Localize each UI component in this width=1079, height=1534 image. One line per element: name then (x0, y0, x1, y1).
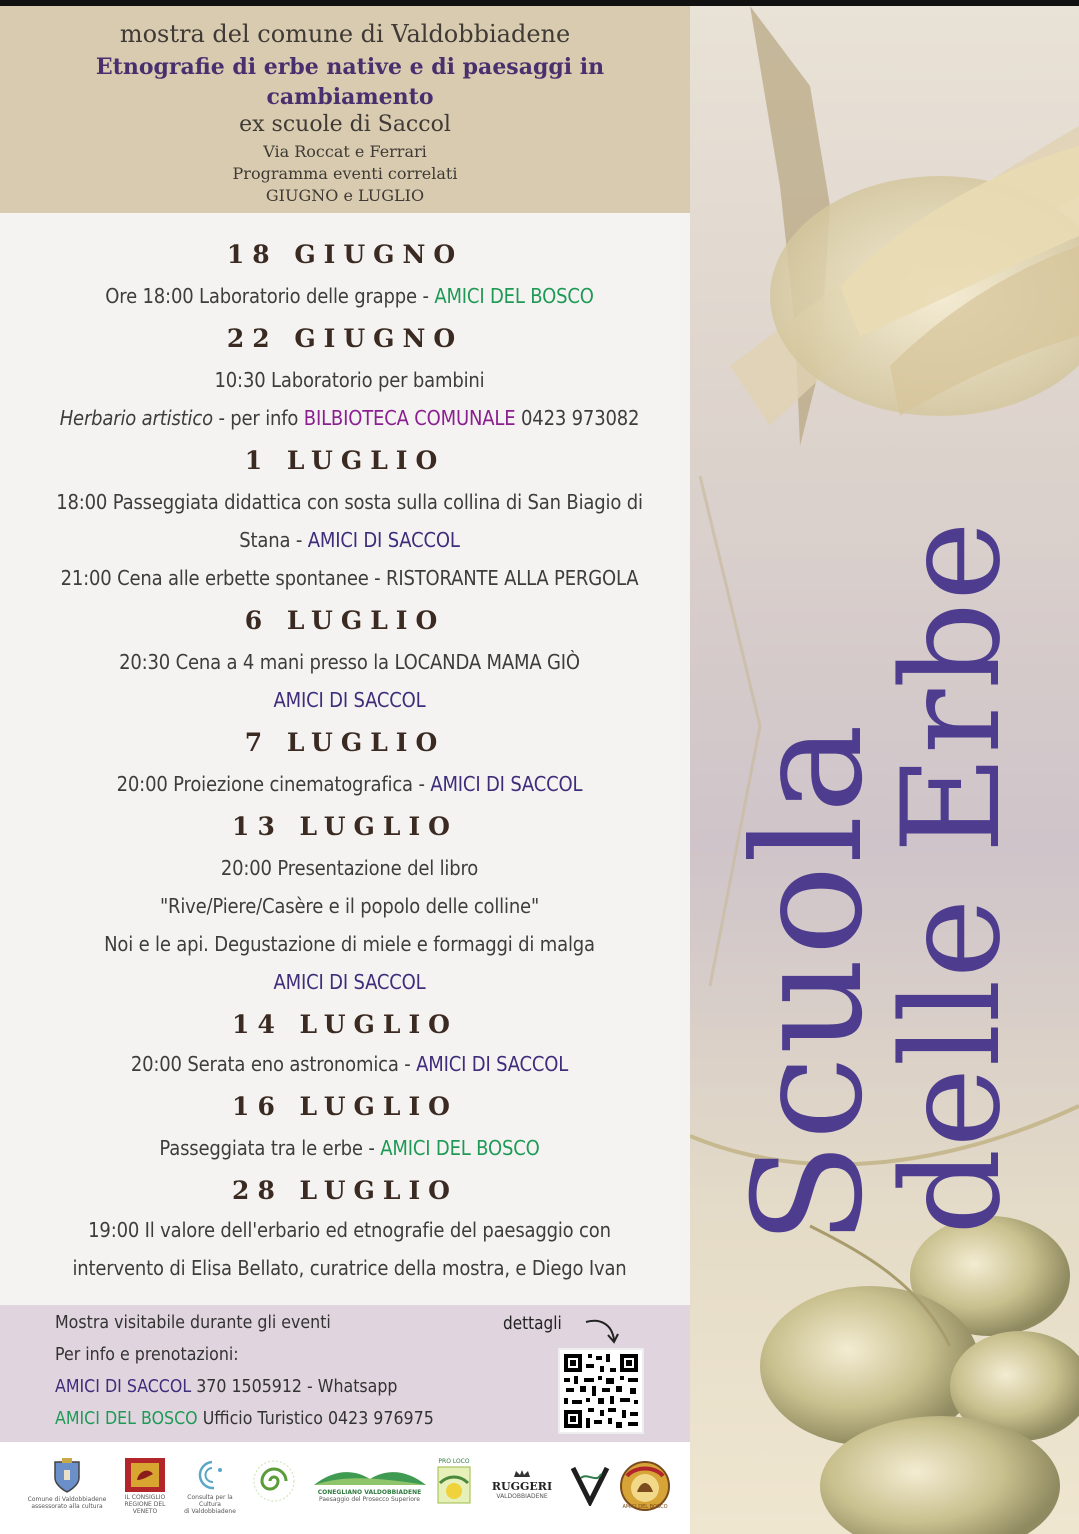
logo-consulta-cultura (180, 1458, 240, 1515)
event-line: 18:00 Passeggiata didattica con sosta sulla collina di San Biagio di (56, 490, 643, 514)
event-date: 18 GIUGNO (226, 240, 464, 269)
event-date: 14 LUGLIO (232, 1010, 458, 1039)
title-word-scuola: Scuola (722, 721, 896, 1245)
logo-caption: PRO LOCO (438, 1458, 470, 1465)
exhibition-header (0, 6, 690, 213)
lion-of-venice-icon (125, 1458, 165, 1492)
event-text: 20:00 Serata eno astronomica - (130, 1052, 417, 1076)
event-text: - per info (212, 406, 304, 430)
phone-number: 0423 973082 (515, 406, 640, 430)
event-line: 19:00 Il valore dell'erbario ed etnografie del paesaggio con (88, 1218, 611, 1242)
logo-caption: REGIONE DEL VENETO (124, 1501, 166, 1515)
organizer-amici-di-saccol: AMICI DI SACCOL (430, 772, 583, 796)
organizer-amici-del-bosco: AMICI DEL BOSCO (380, 1136, 540, 1160)
event-line: 10:30 Laboratorio per bambini (214, 368, 485, 392)
event-line (35, 528, 665, 552)
organizer-biblioteca: BILBIOTECA COMUNALE (303, 406, 516, 430)
dettagli-label: dettagli (503, 1313, 562, 1334)
info-line: Mostra visitabile durante gli eventi (55, 1312, 331, 1333)
scuola-delle-erbe-title (722, 385, 1034, 1245)
logo-comune-valdobbiadene (22, 1458, 112, 1510)
coat-of-arms-icon (52, 1458, 82, 1494)
logo-caption: Comune di Valdobbiadene (27, 1496, 107, 1503)
organizer-amici-del-bosco: AMICI DEL BOSCO (434, 284, 594, 308)
event-line (35, 1052, 665, 1076)
organizer-amici-di-saccol: AMICI DI SACCOL (307, 528, 460, 552)
event-line (35, 284, 665, 308)
green-spiral-icon (251, 1458, 297, 1504)
v-monogram-icon (569, 1462, 611, 1506)
contact-phone: 370 1505912 - Whatsapp (191, 1376, 398, 1397)
event-line (35, 772, 665, 796)
logo-caption: di Valdobbiadene (184, 1508, 236, 1515)
event-date: 13 LUGLIO (232, 812, 458, 841)
contact-phone: Ufficio Turistico 0423 976975 (197, 1408, 434, 1429)
organizer-amici-di-saccol: AMICI DI SACCOL (416, 1052, 569, 1076)
logo-regione-veneto (115, 1458, 175, 1515)
consulta-swirl-icon (192, 1458, 228, 1492)
event-line: intervento di Elisa Bellato, curatrice della mostra, e Diego Ivan (72, 1256, 627, 1280)
header-months: GIUGNO e LUGLIO (265, 186, 425, 205)
logo-caption: IL CONSIGLIO (124, 1494, 166, 1501)
event-text: 20:00 Proiezione cinematografica - (116, 772, 431, 796)
event-date: 22 GIUGNO (226, 324, 464, 353)
logo-spiral (248, 1458, 300, 1506)
event-line (35, 406, 665, 430)
hills-icon (314, 1465, 426, 1487)
event-text: Passeggiata tra le erbe - (159, 1136, 381, 1160)
event-text: Ore 18:00 Laboratorio delle grappe - (105, 284, 435, 308)
event-line: 20:00 Presentazione del libro (220, 856, 479, 880)
qr-code-icon[interactable] (558, 1348, 644, 1434)
logo-caption: CONEGLIANO VALDOBBIADENE (317, 1489, 422, 1496)
event-line: Noi e le api. Degustazione di miele e formaggi di malga (104, 932, 595, 956)
info-line: Per info e prenotazioni: (55, 1344, 239, 1365)
logo-caption: assessorato alla cultura (31, 1503, 103, 1510)
event-text: Stana - (239, 528, 308, 552)
crown-icon (512, 1470, 532, 1478)
curved-arrow-icon (582, 1316, 622, 1346)
logo-pro-loco (434, 1458, 474, 1507)
logo-caption: AMICI DEL BOSCO (622, 1504, 668, 1510)
event-line: "Rive/Piere/Casère e il popolo delle colline" (159, 894, 540, 918)
pro-loco-icon (436, 1465, 472, 1505)
contact-name: AMICI DI SACCOL (55, 1376, 192, 1397)
logo-v-monogram (568, 1462, 612, 1508)
event-title-italic: Herbario artistico (59, 406, 213, 430)
contact-amici-di-saccol (55, 1376, 397, 1397)
header-address: Via Roccat e Ferrari (263, 142, 427, 161)
header-program: Programma eventi correlati (232, 164, 458, 183)
event-date: 7 LUGLIO (244, 728, 446, 757)
title-word-delle-erbe: delle Erbe (873, 520, 1030, 1235)
logo-caption: Paesaggio del Prosecco Superiore (319, 1496, 420, 1503)
event-date: 1 LUGLIO (244, 446, 446, 475)
header-venue: ex scuole di Saccol (239, 112, 451, 137)
contact-amici-del-bosco (55, 1408, 434, 1429)
logo-amici-del-bosco (618, 1460, 672, 1514)
event-date: 16 LUGLIO (232, 1092, 458, 1121)
organizer-amici-di-saccol: AMICI DI SACCOL (273, 970, 426, 994)
logo-caption: Consulta per la Cultura (187, 1494, 233, 1508)
event-date: 28 LUGLIO (232, 1176, 458, 1205)
logo-caption: RUGGERI (491, 1480, 553, 1493)
exhibition-title: Etnografie di erbe native e di paesaggi in cambiamento (95, 54, 605, 110)
event-date: 6 LUGLIO (244, 606, 446, 635)
logo-conegliano-valdobbiadene (312, 1465, 427, 1503)
header-line-1: mostra del comune di Valdobbiadene (119, 20, 571, 48)
event-line (35, 1136, 665, 1160)
event-line: 20:30 Cena a 4 mani presso la LOCANDA MAMA GIÒ (119, 650, 580, 674)
logo-caption: VALDOBBIADENE (496, 1493, 548, 1500)
logo-ruggeri (482, 1470, 562, 1500)
contact-name: AMICI DEL BOSCO (55, 1408, 198, 1429)
organizer-amici-di-saccol: AMICI DI SACCOL (273, 688, 426, 712)
event-line: 21:00 Cena alle erbette spontanee - RISTORANTE ALLA PERGOLA (60, 566, 639, 590)
